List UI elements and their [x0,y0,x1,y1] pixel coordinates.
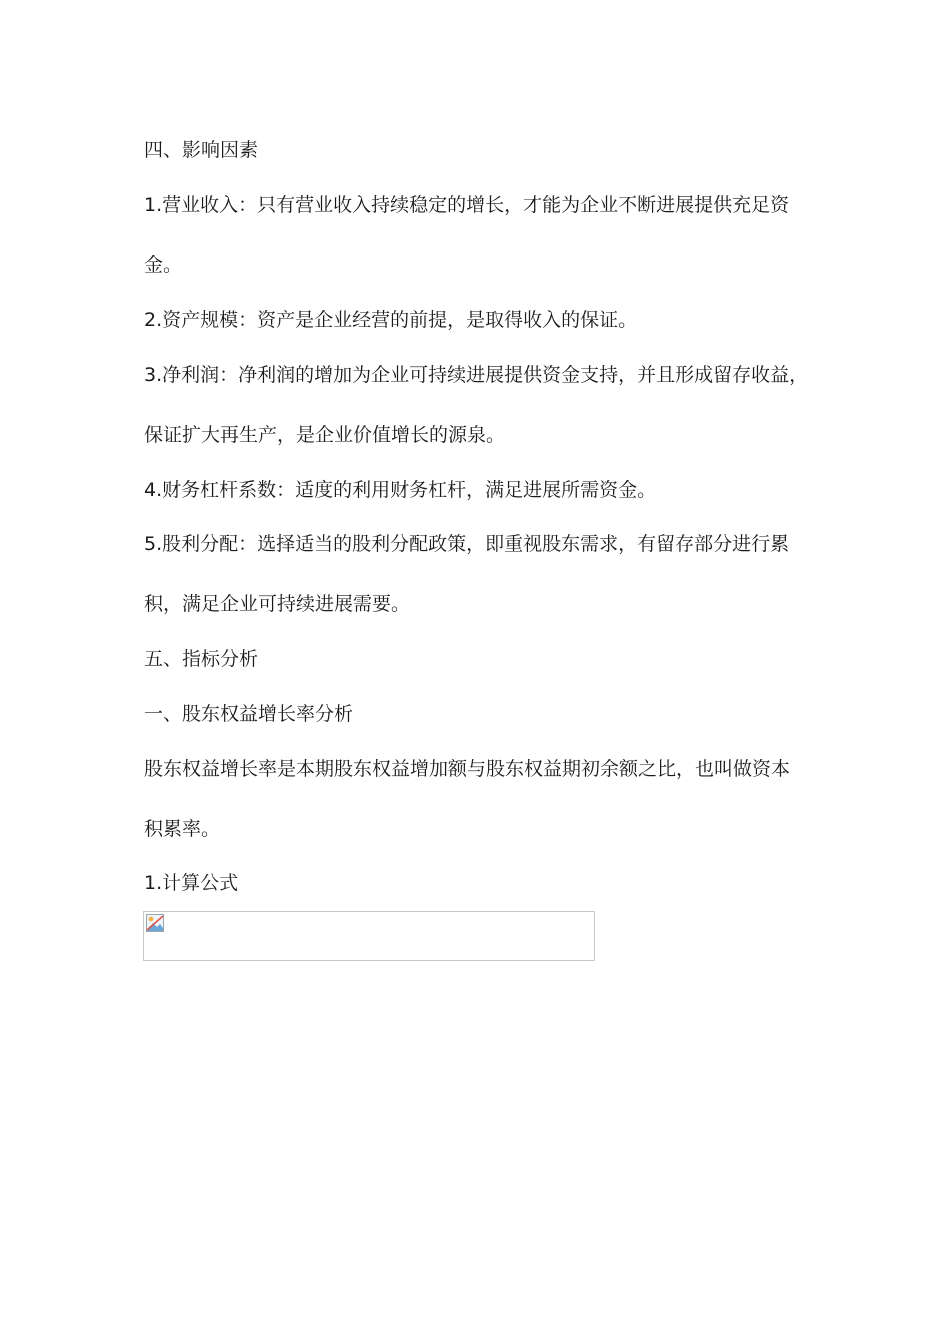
paragraph-dividend-distribution-line-2: 积，满足企业可持续进展需要。 [144,593,411,615]
paragraph-asset-scale: 2.资产规模：资产是企业经营的前提，是取得收入的保证。 [144,309,638,331]
paragraph-definition-line-1: 股东权益增长率是本期股东权益增加额与股东权益期初余额之比，也叫做资本 [144,758,791,780]
paragraph-operating-revenue-line-2: 金。 [144,254,183,276]
section-heading-indicator-analysis: 五、指标分析 [144,648,259,670]
broken-image-icon [146,914,164,932]
subsection-heading-equity-growth: 一、股东权益增长率分析 [144,703,354,725]
paragraph-financial-leverage: 4.财务杠杆系数：适度的利用财务杠杆，满足进展所需资金。 [144,479,657,501]
paragraph-operating-revenue-line-1: 1.营业收入：只有营业收入持续稳定的增长，才能为企业不断进展提供充足资 [144,194,790,216]
paragraph-dividend-distribution-line-1: 5.股利分配：选择适当的股利分配政策，即重视股东需求，有留存部分进行累 [144,533,790,555]
formula-heading: 1.计算公式 [144,872,239,894]
formula-image-placeholder [143,911,595,961]
paragraph-net-profit-line-2: 保证扩大再生产，是企业价值增长的源泉。 [144,424,506,446]
paragraph-net-profit-line-1: 3.净利润：净利润的增加为企业可持续进展提供资金支持，并且形成留存收益， [144,364,809,386]
section-heading-influencing-factors: 四、影响因素 [144,139,259,161]
paragraph-definition-line-2: 积累率。 [144,818,221,840]
